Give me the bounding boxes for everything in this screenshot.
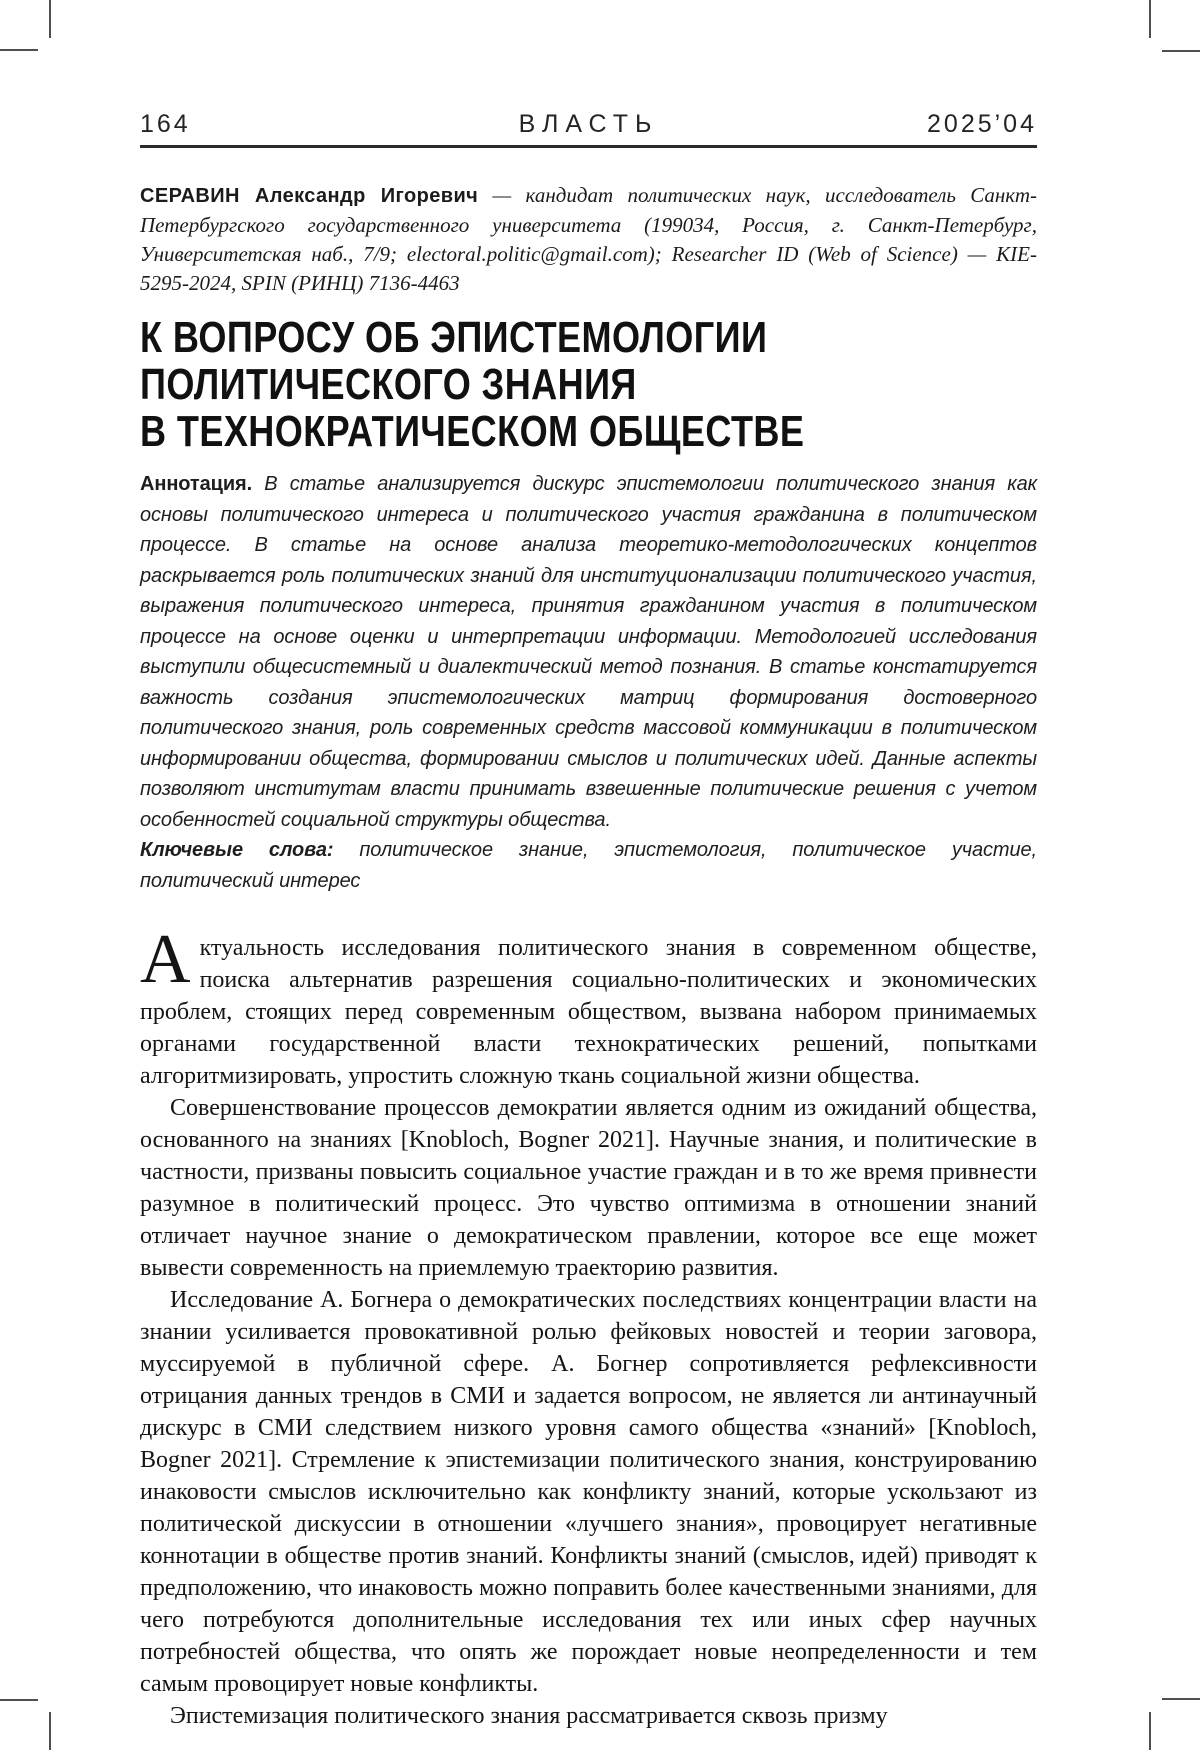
author-name: СЕРАВИН Александр Игоревич (140, 185, 479, 207)
body-paragraph-1-text: ктуальность исследования политического знания в современном обществе, поиска альтернатив разрешения социально-политических и экономических проблем, стоящих перед современным обществом, вызвана набором принимаемых органами государственной власти технократических решений, попытками алгоритмизировать, упростить сложную ткань социальной жизни общества. (140, 935, 1037, 1089)
page-content (140, 0, 1037, 1732)
author-details: — кандидат политических наук, исследователь Санкт-Петербургского государственного университета (199034, Россия, г. Санкт-Петербург, Университетская наб., 7/9; electoral.politic@gmail.com); Researcher ID (Web of Science) — KIE-5295-2024, SPIN (РИНЦ) 7136-4463 (140, 183, 1038, 295)
body-paragraph-1 (140, 921, 1037, 1092)
crop-mark-bottom-right-horizontal (1162, 1698, 1200, 1700)
crop-mark-top-right-vertical (1149, 0, 1151, 38)
abstract-text: В статье анализируется дискурс эпистемологии политического знания как основы политического интереса и политического участия гражданина в политическом процессе. В статье на основе анализа теоретико-методологических концептов раскрывается роль политических знаний для институционализации политического участия, выражения политического интереса, принятия гражданином участия в политическом процессе на основе оценки и интерпретации информации. Методологией исследования выступили общесистемный и диалектический метод познания. В статье констатируется важность создания эпистемологических матриц формирования достоверного политического знания, роль современных средств массовой коммуникации в политическом информировании общества, формировании смыслов и политических идей. Данные аспекты позволяют институтам власти принимать взвешенные политические решения с учетом особенностей социальной структуры общества. (140, 473, 1037, 831)
crop-mark-bottom-left-horizontal (0, 1699, 38, 1701)
journal-title: ВЛАСТЬ (518, 110, 659, 138)
crop-mark-bottom-left-vertical (49, 1712, 51, 1750)
running-head (140, 110, 1037, 138)
article-title-line-1: К ВОПРОСУ ОБ ЭПИСТЕМОЛОГИИ (140, 313, 768, 362)
body-paragraph-4: Эпистемизация политического знания рассматривается сквозь призму (170, 1703, 888, 1729)
article-title-line-2: ПОЛИТИЧЕСКОГО ЗНАНИЯ (140, 360, 637, 409)
crop-mark-top-right-horizontal (1162, 50, 1200, 52)
issue-number: 2025’04 (927, 110, 1037, 138)
author-block (140, 181, 1037, 298)
body-paragraph-2: Совершенствование процессов демократии является одним из ожиданий общества, основанного на знаниях [Knobloch, Bogner 2021]. Научные знания, и политические в частности, призваны повысить социальное участие граждан и в то же время привнести разумное в политический процесс. Это чувство оптимизма в отношении знаний отличает научное знание о демократическом правлении, которое все еще может вывести современность на приемлемую траекторию развития. (140, 1095, 1037, 1281)
keywords-label: Ключевые слова: (140, 839, 334, 861)
abstract-label: Аннотация. (140, 473, 253, 495)
crop-mark-top-left-vertical (49, 0, 51, 38)
page-number: 164 (140, 110, 191, 138)
abstract (140, 469, 1037, 835)
crop-mark-top-left-horizontal (0, 49, 38, 51)
crop-mark-bottom-right-vertical (1149, 1712, 1151, 1750)
drop-cap: А (140, 921, 191, 998)
article-title-line-3: В ТЕХНОКРАТИЧЕСКОМ ОБЩЕСТВЕ (140, 407, 805, 456)
header-rule (140, 145, 1037, 148)
article-body (140, 921, 1037, 1732)
keywords (140, 835, 1037, 896)
article-title (140, 314, 1037, 455)
body-paragraph-3: Исследование А. Богнера о демократических последствиях концентрации власти на знании усиливается провокативной ролью фейковых новостей и теории заговора, муссируемой в публичной сфере. А. Богнер сопротивляется рефлексивности отрицания данных трендов в СМИ и задается вопросом, не является ли антинаучный дискурс в СМИ следствием низкого уровня самого общества «знаний» [Knobloch, Bogner 2021]. Стремление к эпистемизации политического знания, конструированию инаковости смыслов исключительно как конфликту знаний, которые ускользают из политической дискуссии в отношении «лучшего знания», провоцирует негативные коннотации в обществе против знаний. Конфликты знаний (смыслов, идей) приводят к предположению, что инаковость можно поправить более качественными знаниями, для чего потребуются дополнительные исследования тех или иных сфер научных потребностей общества, что опять же порождает новые неопределенности и тем самым провоцирует новые конфликты. (140, 1287, 1037, 1697)
keywords-text: политическое знание, эпистемология, политическое участие, политический интерес (140, 839, 1037, 892)
